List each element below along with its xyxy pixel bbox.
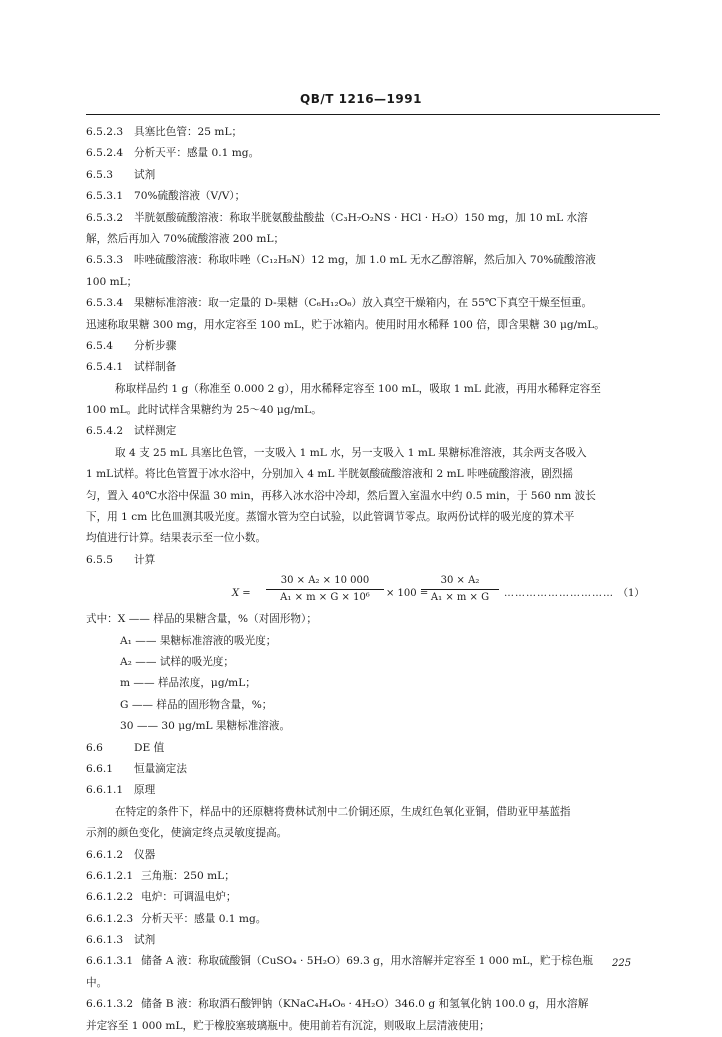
text-line	[86, 272, 660, 293]
clause-number: 6.5.4.2	[86, 425, 124, 438]
line-text: 半胱氨酸硫酸溶液：称取半胱氨酸盐酸盐（C₃H₇O₂NS · HCl · H₂O）150 mg，加 10 mL 水溶	[134, 211, 588, 224]
line-text: 下，用 1 cm 比色皿测其吸光度。蒸馏水管为空白试验，以此管调节零点。取两份试样的吸光度的算术平	[86, 511, 575, 524]
clause-number: 6.5.2.3	[86, 126, 124, 138]
clause-number: 6.6.1.2	[86, 848, 124, 861]
clause-number: 6.5.2.4	[86, 147, 124, 160]
clause-number: 6.6.1.1	[86, 784, 124, 797]
clause-number: 6.6.1.2.1	[86, 869, 134, 882]
line-text: 试样制备	[134, 361, 177, 374]
text-line	[86, 421, 660, 442]
line-text: 解，然后再加入 70%硫酸溶液 200 mL；	[86, 232, 285, 245]
text-line	[86, 122, 660, 143]
fraction-1-denominator: A₁ × m × G × 10⁶	[280, 592, 370, 604]
line-text: 仪器	[134, 848, 156, 861]
text-line	[86, 759, 660, 780]
line-text: 示剂的颜色变化，使滴定终点灵敏度提高。	[86, 827, 288, 840]
text-line	[86, 887, 660, 908]
text-line	[86, 802, 660, 823]
clause-number: 6.5.3.4	[86, 297, 124, 310]
text-line	[86, 951, 660, 972]
formula-middle: × 100 =	[386, 588, 429, 600]
text-line	[86, 823, 660, 844]
line-text: 计算	[134, 553, 156, 566]
line-text: 咔唑硫酸溶液：称取咔唑（C₁₂H₉N）12 mg，加 1.0 mL 无水乙醇溶解，然后加入 70%硫酸溶液	[134, 254, 596, 267]
text-line	[86, 143, 660, 164]
symbol-definition: 30 —— 30 μg/mL 果糖标准溶液。	[120, 720, 291, 733]
clause-number: 6.5.4	[86, 339, 113, 352]
text-line	[86, 1016, 660, 1037]
symbol-intro: 式中：X —— 样品的果糖含量，%（对固形物）；	[86, 613, 317, 626]
line-text: 原理	[134, 784, 156, 797]
text-line	[86, 845, 660, 866]
text-line	[86, 293, 660, 314]
text-line	[86, 400, 660, 421]
formula-leader-dots: …………………………	[504, 588, 614, 600]
line-text: 取 4 支 25 mL 具塞比色管，一支吸入 1 mL 水，另一支吸入 1 mL 果糖标准溶液，其余两支各吸入	[115, 446, 587, 459]
line-text: 匀，置入 40℃水浴中保温 30 min，再移入冰水浴中冷却，然后置入室温水中约 0.5 min，于 560 nm 波长	[86, 489, 596, 502]
line-text: 100 mL。此时试样含果糖约为 25～40 μg/mL。	[86, 404, 322, 417]
clause-number: 6.5.4.1	[86, 361, 124, 374]
clause-number: 6.5.3	[86, 168, 113, 181]
formula-fraction-2	[421, 573, 499, 606]
symbol-definition: G —— 样品的固形物含量，%；	[120, 698, 273, 711]
formula-1	[86, 573, 660, 609]
section-6-6-text	[86, 738, 660, 1037]
formula-lhs: X =	[232, 588, 251, 600]
line-text: 迅速称取果糖 300 mg，用水定容至 100 mL，贮于冰箱内。使用时用水稀释 100 倍，即含果糖 30 μg/mL。	[86, 318, 605, 331]
text-line	[86, 357, 660, 378]
clause-number: 6.6.1	[86, 762, 113, 775]
symbol-definition: A₁ —— 果糖标准溶液的吸光度；	[120, 634, 277, 647]
text-line	[86, 930, 660, 951]
formula-number: （1）	[618, 588, 645, 600]
line-text: 1 mL试样。将比色管置于冰水浴中，分别加入 4 mL 半胱氨酸硫酸溶液和 2 mL 咔唑硫酸溶液，剧烈摇	[86, 468, 573, 481]
section-6-5-text	[86, 122, 660, 571]
fraction-2-denominator: A₁ × m × G	[430, 592, 490, 604]
clause-number: 6.5.5	[86, 553, 113, 566]
text-line	[86, 315, 660, 336]
line-text: 中。	[86, 976, 108, 989]
text-line	[86, 464, 660, 485]
document-body	[86, 122, 660, 1037]
line-text: 均值进行计算。结果表示至一位小数。	[86, 532, 267, 545]
line-text: 70%硫酸溶液（V/V）；	[134, 190, 246, 203]
text-line	[86, 443, 660, 464]
text-line	[86, 250, 660, 271]
clause-number: 6.5.3.2	[86, 211, 124, 224]
line-text: DE 值	[134, 741, 165, 754]
line-text: 储备 A 液：称取硫酸铜（CuSO₄ · 5H₂O）69.3 g，用水溶解并定容至 1 000 mL，贮于棕色瓶	[141, 955, 594, 968]
line-text: 果糖标准溶液：取一定量的 D-果糖（C₆H₁₂O₆）放入真空干燥箱内，在 55℃下真空干燥至恒重。	[134, 297, 593, 310]
clause-number: 6.6.1.2.3	[86, 912, 134, 925]
text-line	[86, 336, 660, 357]
symbol-list	[86, 631, 660, 738]
symbol-definition: A₂ —— 试样的吸光度；	[120, 655, 234, 668]
text-line	[86, 229, 660, 250]
formula-fraction-1	[266, 573, 384, 606]
line-text: 储备 B 液：称取酒石酸钾钠（KNaC₄H₄O₆ · 4H₂O）346.0 g 和氢氧化钠 100.0 g，用水溶解	[141, 998, 589, 1011]
text-line	[86, 909, 660, 930]
line-text: 分析步骤	[134, 339, 177, 352]
line-text: 电炉：可调温电炉；	[141, 891, 237, 904]
text-line	[86, 186, 660, 207]
line-text: 在特定的条件下，样品中的还原糖将费林试剂中二价铜还原，生成红色氧化亚铜，借助亚甲基蓝指	[115, 805, 571, 818]
text-line	[86, 379, 660, 400]
line-text: 具塞比色管：25 mL；	[134, 126, 243, 138]
clause-number: 6.6.1.2.2	[86, 891, 134, 904]
line-text: 试剂	[134, 934, 156, 947]
line-text: 分析天平：感量 0.1 mg。	[134, 147, 260, 160]
text-line	[86, 994, 660, 1015]
text-line	[86, 486, 660, 507]
text-line	[86, 738, 660, 759]
symbol-definition: m —— 样品浓度，μg/mL；	[120, 677, 256, 690]
line-text: 三角瓶：250 mL；	[141, 869, 235, 882]
fraction-2-numerator: 30 × A₂	[421, 573, 499, 590]
line-text: 分析天平：感量 0.1 mg。	[141, 912, 267, 925]
text-line	[86, 528, 660, 549]
text-line	[86, 507, 660, 528]
clause-number: 6.5.3.1	[86, 190, 124, 203]
text-line	[86, 208, 660, 229]
text-line	[86, 866, 660, 887]
fraction-1-numerator: 30 × A₂ × 10 000	[266, 573, 384, 590]
line-text: 试剂	[134, 168, 156, 181]
line-text: 并定容至 1 000 mL，贮于橡胶塞玻璃瓶中。使用前若有沉淀，则吸取上层清液使用；	[86, 1019, 490, 1032]
text-line	[86, 550, 660, 571]
line-text: 称取样品约 1 g（称准至 0.000 2 g），用水稀释定容至 100 mL，吸取 1 mL 此液，再用水稀释定容至	[115, 382, 601, 395]
page-header: QB/T 1216—1991	[300, 92, 422, 106]
line-text: 试样测定	[134, 425, 177, 438]
clause-number: 6.6.1.3	[86, 934, 124, 947]
text-line	[86, 165, 660, 186]
clause-number: 6.5.3.3	[86, 254, 124, 267]
line-text: 恒量滴定法	[134, 762, 187, 775]
header-rule	[86, 114, 660, 115]
text-line	[86, 780, 660, 801]
clause-number: 6.6.1.3.1	[86, 955, 134, 968]
line-text: 100 mL；	[86, 275, 138, 288]
page-number: 225	[612, 958, 632, 969]
clause-number: 6.6	[86, 741, 103, 754]
text-line	[86, 973, 660, 994]
clause-number: 6.6.1.3.2	[86, 998, 134, 1011]
